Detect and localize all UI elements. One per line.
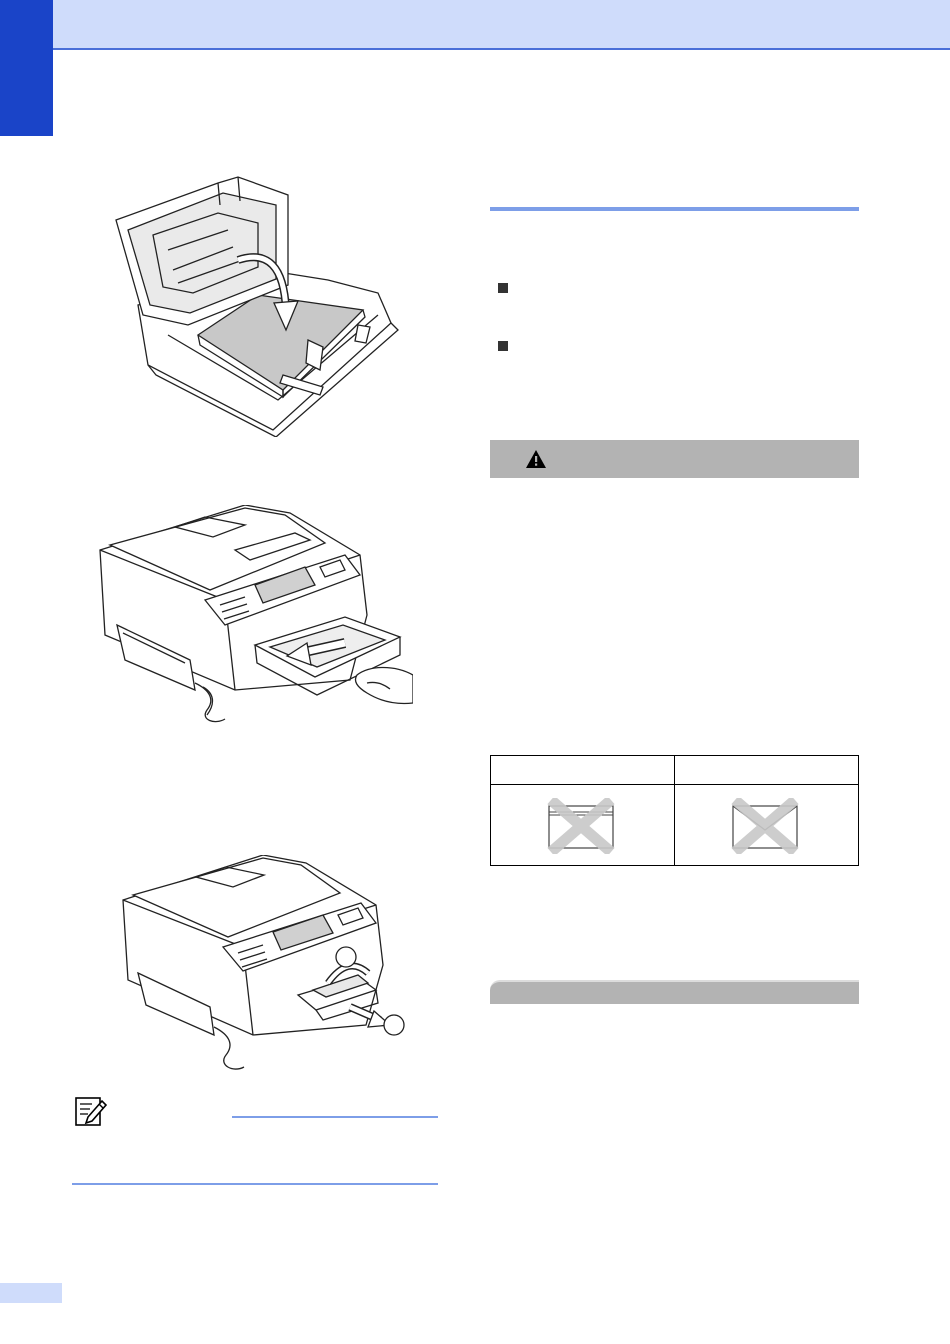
note-bottom-rule [72,1183,438,1185]
chapter-tab [0,0,53,136]
warning-triangle-icon [526,450,546,468]
tray-insert-figure [95,505,413,727]
page-header-band [0,0,950,50]
note-pencil-icon [74,1095,108,1127]
caution-end-bar [490,980,859,1004]
square-bullet [498,341,508,351]
envelope-cell-1 [491,784,674,866]
section-heading-rule [490,207,859,211]
crossed-envelope-icon [727,798,803,854]
envelope-table [490,755,859,866]
caution-bar [490,440,859,478]
envelope-cell-2 [675,784,858,866]
paper-support-figure [118,855,408,1080]
note-top-rule [232,1116,438,1118]
paper-tray-cover-figure [108,175,408,437]
page-number-tab [0,1283,62,1303]
square-bullet [498,283,508,293]
crossed-envelope-icon [543,798,619,854]
